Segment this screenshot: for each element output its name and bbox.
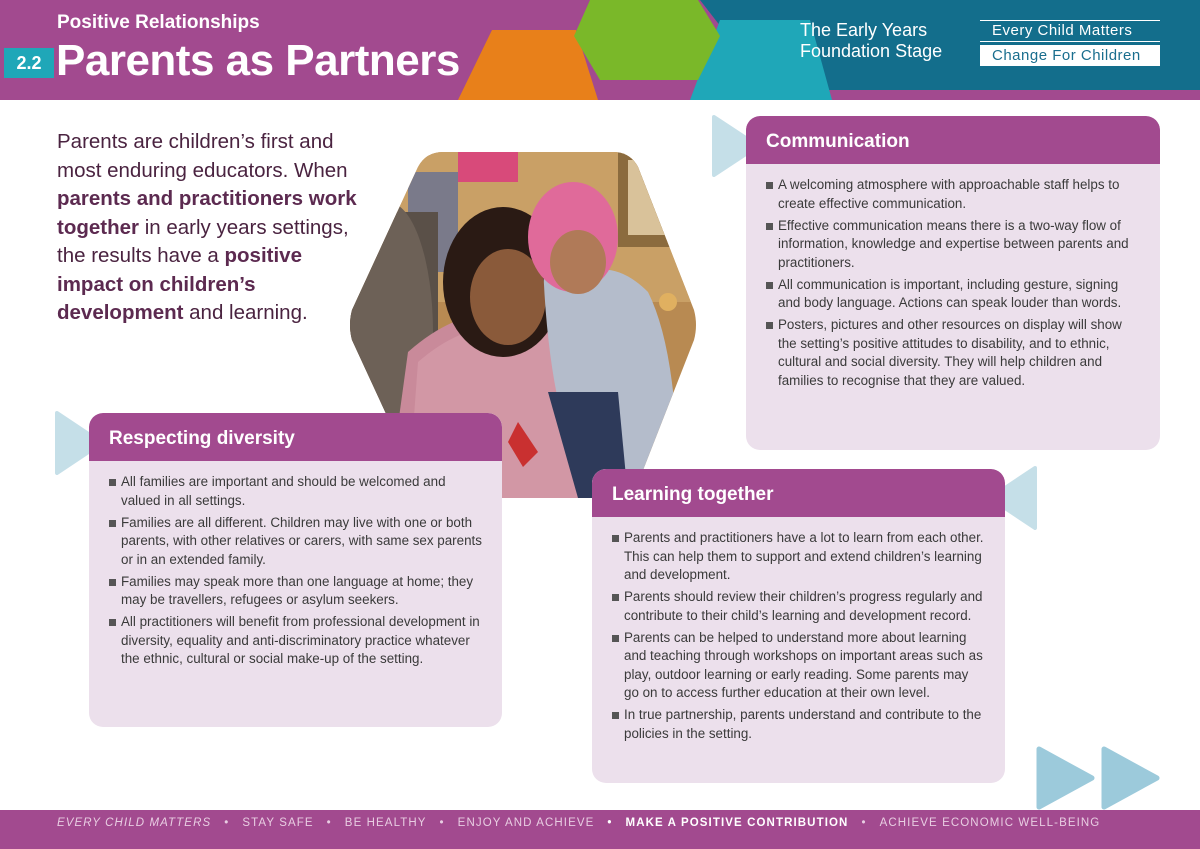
learning-together-list [592, 517, 1005, 757]
page-footer [0, 810, 1200, 849]
page-header [0, 0, 1200, 100]
fast-forward-icon[interactable] [1036, 746, 1160, 810]
intro-bold: parents and practitioners work together [57, 187, 357, 239]
eyfs-label [800, 20, 942, 62]
footer-separator: • [439, 817, 445, 829]
list-item: Families are all different. Children may live with one or both parents, with other relatives or carers, with same sex parents or in an extended family. [109, 514, 482, 570]
footer-item: ACHIEVE ECONOMIC WELL-BEING [879, 817, 1101, 829]
footer-separator: • [607, 817, 613, 829]
communication-list [746, 164, 1160, 404]
footer-item: BE HEALTHY [344, 817, 427, 829]
learning-together-panel [592, 469, 1005, 783]
respecting-diversity-list [89, 461, 502, 682]
list-item: All communication is important, including gesture, signing and body language. Actions can speak louder than words. [766, 276, 1140, 313]
footer-item-highlighted: MAKE A POSITIVE CONTRIBUTION [625, 817, 849, 829]
ecm-logo-bottom: Change For Children [980, 45, 1160, 66]
footer-separator: • [326, 817, 332, 829]
footer-item: ENJOY AND ACHIEVE [457, 817, 595, 829]
respecting-diversity-heading: Respecting diversity [89, 413, 502, 461]
list-item: A welcoming atmosphere with approachable staff helps to create effective communication. [766, 176, 1140, 213]
list-item: All practitioners will benefit from professional development in diversity, equality and anti-discriminatory practice whatever the ethnic, cultural or social make-up of the setting. [109, 613, 482, 669]
section-number: 2.2 [4, 48, 54, 78]
ecm-logo-top: Every Child Matters [980, 20, 1160, 42]
intro-part: Parents are children’s first and most enduring educators. When [57, 130, 348, 182]
list-item: Parents should review their children’s progress regularly and contribute to their child’s learning and development record. [612, 588, 985, 625]
list-item: Effective communication means there is a two-way flow of information, knowledge and expertise between parents and practitioners. [766, 217, 1140, 273]
learning-together-heading: Learning together [592, 469, 1005, 517]
list-item: In true partnership, parents understand and contribute to the policies in the setting. [612, 706, 985, 743]
list-item: Families may speak more than one language at home; they may be travellers, refugees or asylum seekers. [109, 573, 482, 610]
footer-separator: • [861, 817, 867, 829]
eyfs-line-1: The Early Years [800, 20, 928, 40]
section-kicker: Positive Relationships [57, 12, 260, 33]
intro-part: and learning. [183, 301, 308, 324]
intro-text [57, 128, 357, 328]
footer-separator: • [224, 817, 230, 829]
intro-part: in early years settings, the results have a [57, 215, 349, 267]
page-title: Parents as Partners [56, 36, 460, 85]
list-item: Posters, pictures and other resources on display will show the setting’s positive attitudes to disability, and to ethnic, cultural and social diversity. They will help children and families to recognise that they are valued. [766, 316, 1140, 390]
ecm-logo [980, 20, 1160, 66]
list-item: All families are important and should be welcomed and valued in all settings. [109, 473, 482, 510]
eyfs-line-2: Foundation Stage [800, 41, 943, 61]
communication-panel [746, 116, 1160, 450]
intro-bold: positive impact on children’s development [57, 244, 302, 324]
communication-heading: Communication [746, 116, 1160, 164]
respecting-diversity-panel [89, 413, 502, 727]
footer-item: STAY SAFE [242, 817, 314, 829]
footer-ecm: EVERY CHILD MATTERS [57, 817, 212, 829]
list-item: Parents and practitioners have a lot to learn from each other. This can help them to support and extend children’s learning and development. [612, 529, 985, 585]
list-item: Parents can be helped to understand more about learning and teaching through workshops on important areas such as play, outdoor learning or early reading. Some parents may go on to access further education at their own level. [612, 629, 985, 703]
